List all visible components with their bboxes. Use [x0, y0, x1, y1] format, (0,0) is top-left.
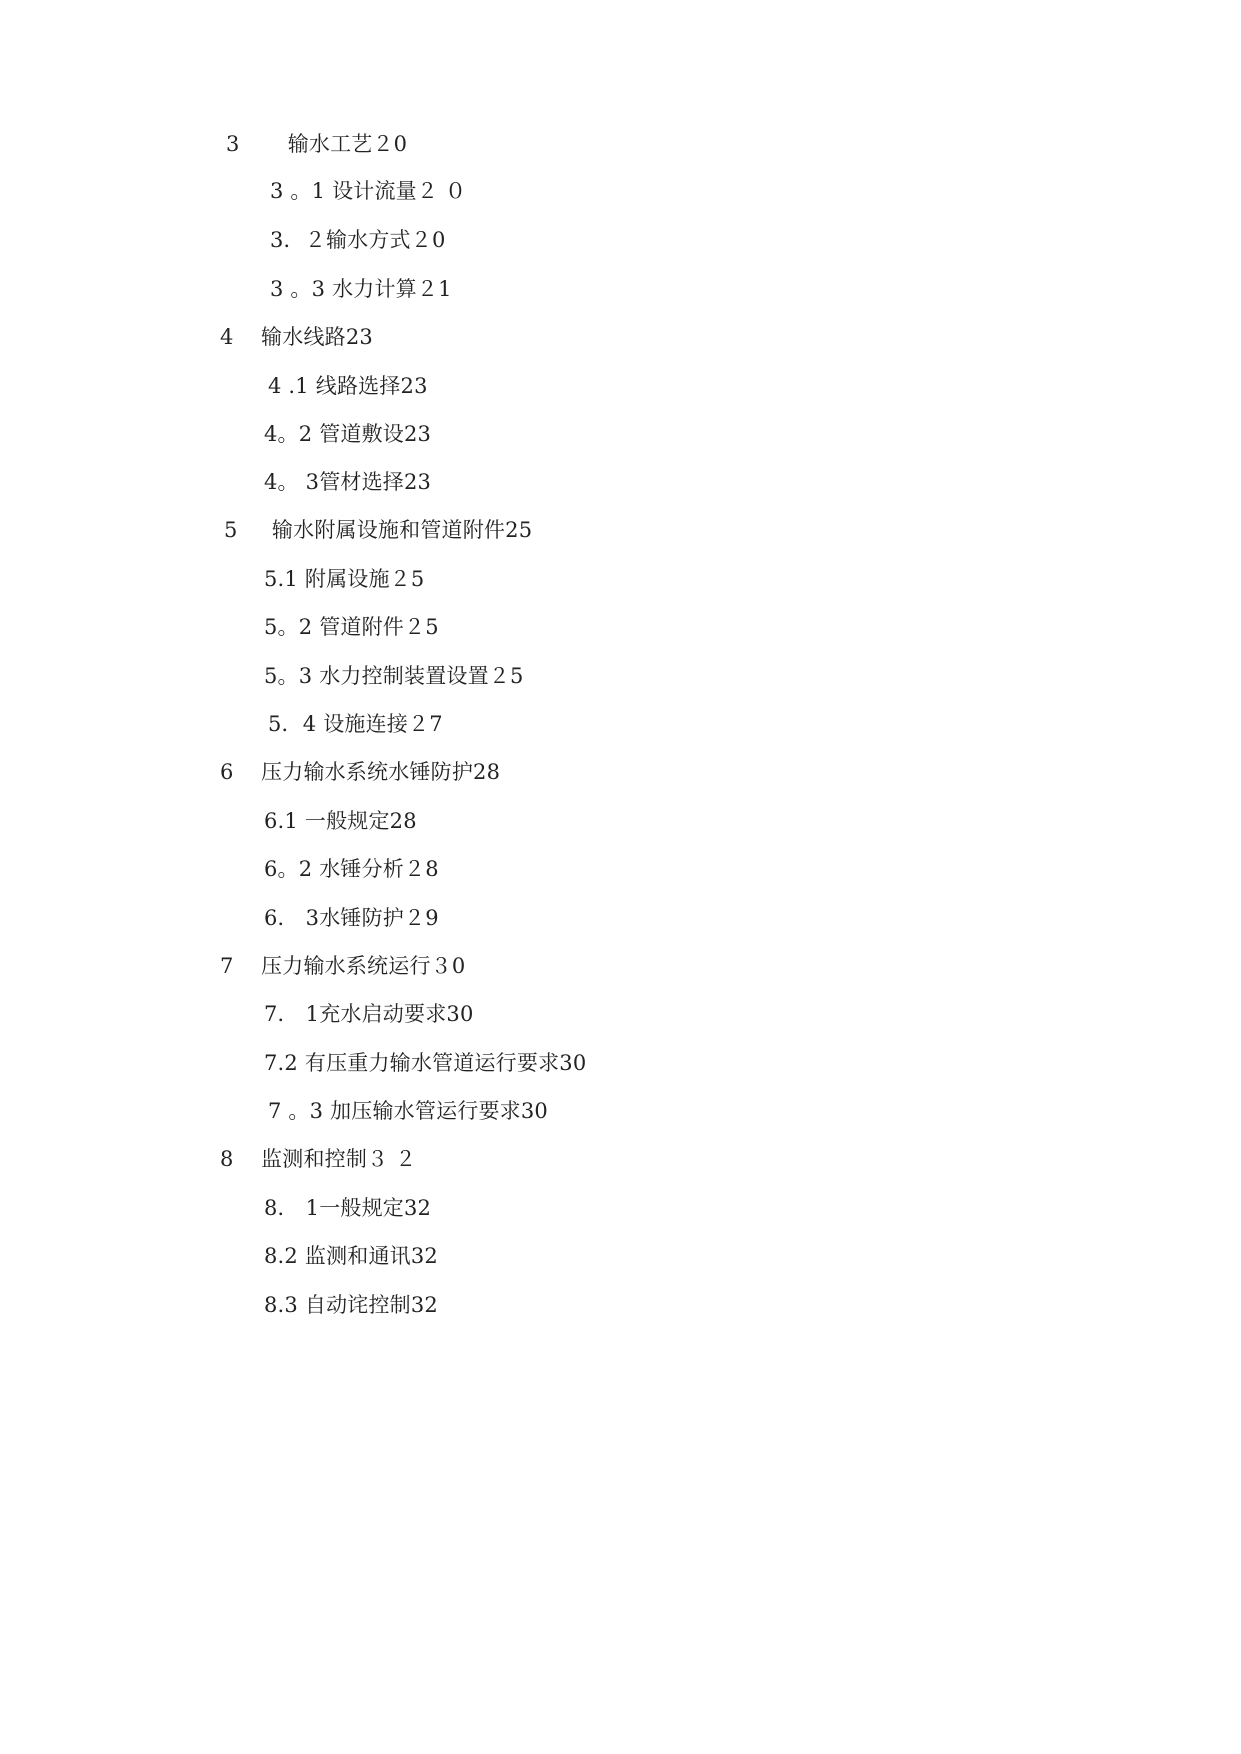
toc-section-3-1: 3 。1 设计流量２ ０ — [270, 179, 467, 203]
toc-section-6-2: 6。2 水锤分析２8 — [264, 857, 439, 881]
toc-section-5-4: 5．4 设施连接２7 — [268, 712, 443, 736]
toc-section-6-3: 6． 3水锤防护２9 — [264, 906, 439, 930]
toc-chapter-8: 8 监测和控制３ ２ — [220, 1147, 417, 1171]
toc-section-4-1: 4 .1 线路选择23 — [268, 374, 428, 398]
toc-section-3-2: 3．２输水方式２0 — [270, 228, 446, 252]
toc-section-5-1: 5.1 附属设施２5 — [264, 567, 425, 591]
toc-section-8-2: 8.2 监测和通讯32 — [264, 1244, 438, 1268]
toc-section-7-1: 7． 1充水启动要求30 — [264, 1002, 474, 1026]
toc-section-4-2: 4。2 管道敷设23 — [264, 422, 432, 446]
toc-section-5-3: 5。3 水力控制装置设置２5 — [264, 664, 524, 688]
toc-section-6-1: 6.1 一般规定28 — [264, 809, 417, 833]
toc-chapter-7: 7 压力输水系统运行３0 — [220, 954, 466, 978]
toc-section-4-3: 4。 3管材选择23 — [264, 470, 432, 494]
toc-section-7-2: 7.2 有压重力输水管道运行要求30 — [264, 1051, 587, 1075]
toc-section-5-2: 5。2 管道附件２5 — [264, 615, 439, 639]
toc-chapter-6: 6 压力输水系统水锤防护28 — [220, 760, 501, 784]
toc-chapter-4: 4 输水线路23 — [220, 325, 373, 349]
toc-section-7-3: 7 。3 加压输水管运行要求30 — [268, 1099, 548, 1123]
toc-chapter-5: 5 输水附属设施和管道附件25 — [224, 518, 533, 542]
toc-section-3-3: 3 。3 水力计算２1 — [270, 277, 452, 301]
toc-chapter-3: 3 输水工艺２0 — [226, 132, 408, 156]
toc-section-8-3: 8.3 自动诧控制32 — [264, 1293, 438, 1317]
toc-section-8-1: 8． 1一般规定32 — [264, 1196, 432, 1220]
